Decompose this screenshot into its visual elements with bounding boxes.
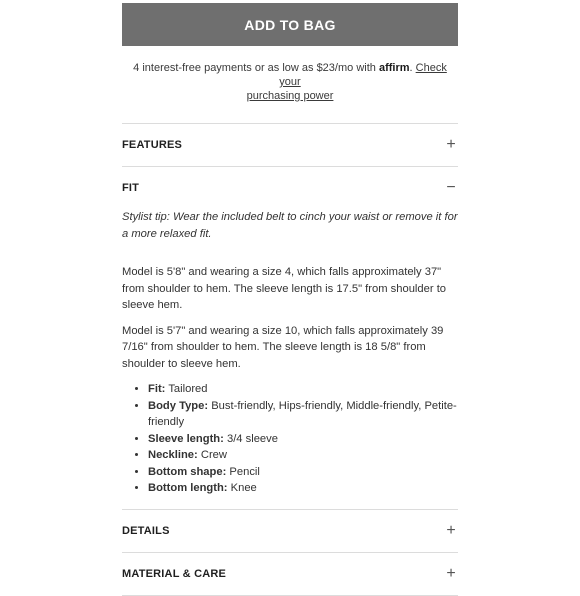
fit-content [122,209,458,509]
material-care-accordion-header[interactable] [122,552,458,596]
fit-accordion-header[interactable] [122,166,458,209]
product-purchase-panel [122,3,458,596]
minus-icon: − [446,179,456,196]
features-title: FEATURES [122,139,183,151]
plus-icon: + [446,564,456,582]
model-info-1: Model is 5'8" and wearing a size 4, which falls approximately 37" from shoulder to hem. The sleeve length is 17.5" from shoulder to sleeve hem. [122,266,447,311]
features-accordion-header[interactable] [122,123,458,166]
affirm-logo: affirm [378,62,410,74]
fit-title: FIT [122,182,140,194]
list-item: • Bottom shape: Pencil [148,464,458,481]
list-item: • Sleeve length: 3/4 sleeve [148,431,458,448]
list-item: • Body Type: Bust-friendly, Hips-friendly, Middle-friendly, Petite-friendly [148,398,458,431]
add-to-bag-button[interactable]: ADD TO BAG [122,3,458,46]
plus-icon: + [446,136,456,153]
affirm-payment-info: 4 interest-free payments or as low as $23/mo with affirm. Check your purchasing power [133,62,447,102]
fit-attributes-list [122,381,458,497]
details-accordion-header[interactable] [122,509,458,552]
stylist-tip: Stylist tip: Wear the included belt to cinch your waist or remove it for a more relaxed fit. [122,211,458,240]
list-item: • Bottom length: Knee [148,480,458,497]
material-care-title: MATERIAL & CARE [122,567,227,580]
check-purchasing-power-link[interactable]: Check your purchasing power [246,62,447,102]
details-title: DETAILS [122,524,170,537]
list-item: • Neckline: Crew [148,447,458,464]
list-item: • Fit: Tailored [148,381,458,398]
model-info-2: Model is 5'7" and wearing a size 10, which falls approximately 39 7/16" from shoulder to hem. The sleeve length is 18 5/8" from shoulder to sleeve hem. [122,324,444,370]
plus-icon: + [446,521,456,539]
payment-text: 4 interest-free payments or as low as $23/mo with [133,62,376,74]
